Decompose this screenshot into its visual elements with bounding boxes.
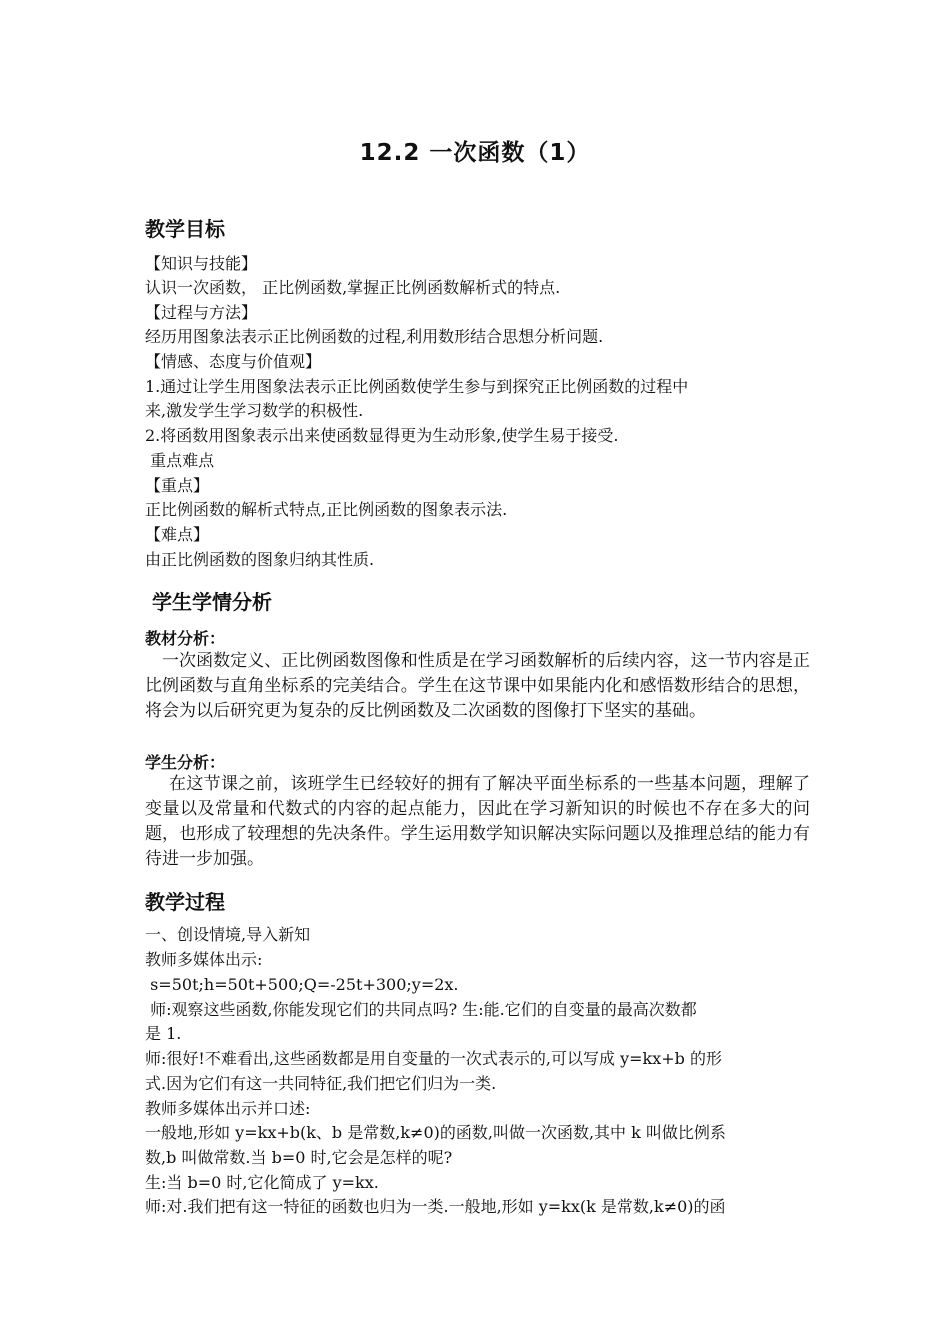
teacher-statement: 师:对.我们把有这一特征的函数也归为一类.一般地,形如 y=kx(k 是常数,k≠0)的函 <box>145 1197 726 1216</box>
student-analysis-paragraph <box>145 772 810 872</box>
key-text: 正比例函数的解析式特点,正比例函数的图象表示法. <box>145 500 508 519</box>
process-method-label: 【过程与方法】 <box>145 303 258 322</box>
material-analysis-paragraph <box>145 649 810 724</box>
definition-line-1: 一般地,形如 y=kx+b(k、b 是常数,k≠0)的函数,叫做一次函数,其中 k 叫做比例系 <box>145 1123 726 1142</box>
attitude-item-1-line-1: 1.通过让学生用图象法表示正比例函数使学生参与到探究正比例函数的过程中 <box>145 377 689 396</box>
difficulty-text: 由正比例函数的图象归纳其性质. <box>145 550 375 569</box>
document-title: 12.2 一次函数（1） <box>359 140 591 166</box>
process-step-1: 一、创设情境,导入新知 <box>145 925 311 944</box>
student-analysis-text: 在这节课之前，该班学生已经较好的拥有了解决平面坐标系的一些基本问题，理解了变量以及常量和代数式的内容的起点能力，因此在学习新知识的时候也不存在多大的问题，也形成了较理想的先决条件。学生运用数学知识解决实际问题以及推理总结的能力有待进一步加强。 <box>145 774 810 869</box>
student-answer: 生:当 b=0 时,它化简成了 y=kx. <box>145 1173 379 1192</box>
dialogue-1-line-1: 师:观察这些函数,你能发现它们的共同点吗? 生:能.它们的自变量的最高次数都 <box>145 1000 697 1019</box>
key-points-heading: 重点难点 <box>145 451 215 470</box>
knowledge-text: 认识一次函数， 正比例函数,掌握正比例函数解析式的特点. <box>145 278 561 297</box>
definition-line-2: 数,b 叫做常数.当 b=0 时,它会是怎样的呢? <box>145 1148 453 1167</box>
dialogue-1-line-2: 是 1. <box>145 1024 182 1043</box>
objectives-heading: 教学目标 <box>145 217 225 241</box>
material-analysis-label: 教材分析： <box>145 629 226 648</box>
difficulty-label: 【难点】 <box>145 525 210 544</box>
media-presentation-1: 教师多媒体出示: <box>145 950 263 969</box>
attitude-label: 【情感、态度与价值观】 <box>145 352 322 371</box>
knowledge-label: 【知识与技能】 <box>145 254 258 273</box>
dialogue-2-line-2: 式.因为它们有这一共同特征,我们把它们归为一类. <box>145 1074 497 1093</box>
dialogue-2-line-1: 师:很好!不难看出,这些函数都是用自变量的一次式表示的,可以写成 y=kx+b 的形 <box>145 1049 722 1068</box>
process-heading: 教学过程 <box>145 890 225 914</box>
analysis-heading: 学生学情分析 <box>152 590 272 614</box>
media-presentation-2: 教师多媒体出示并口述: <box>145 1099 311 1118</box>
student-analysis-label: 学生分析： <box>145 753 226 772</box>
key-label: 【重点】 <box>145 476 210 495</box>
formula-list: s=50t;h=50t+500;Q=-25t+300;y=2x. <box>145 975 459 994</box>
process-method-text: 经历用图象法表示正比例函数的过程,利用数形结合思想分析问题. <box>145 327 604 346</box>
attitude-item-1-line-2: 来,激发学生学习数学的积极性. <box>145 401 364 420</box>
material-analysis-text: 一次函数定义、正比例函数图像和性质是在学习函数解析的后续内容，这一节内容是正比例函数与直角坐标系的完美结合。学生在这节课中如果能内化和感悟数形结合的思想，将会为以后研究更为复杂的反比例函数及二次函数的图像打下坚实的基础。 <box>145 651 810 721</box>
attitude-item-2: 2.将函数用图象表示出来使函数显得更为生动形象,使学生易于接受. <box>145 426 619 445</box>
